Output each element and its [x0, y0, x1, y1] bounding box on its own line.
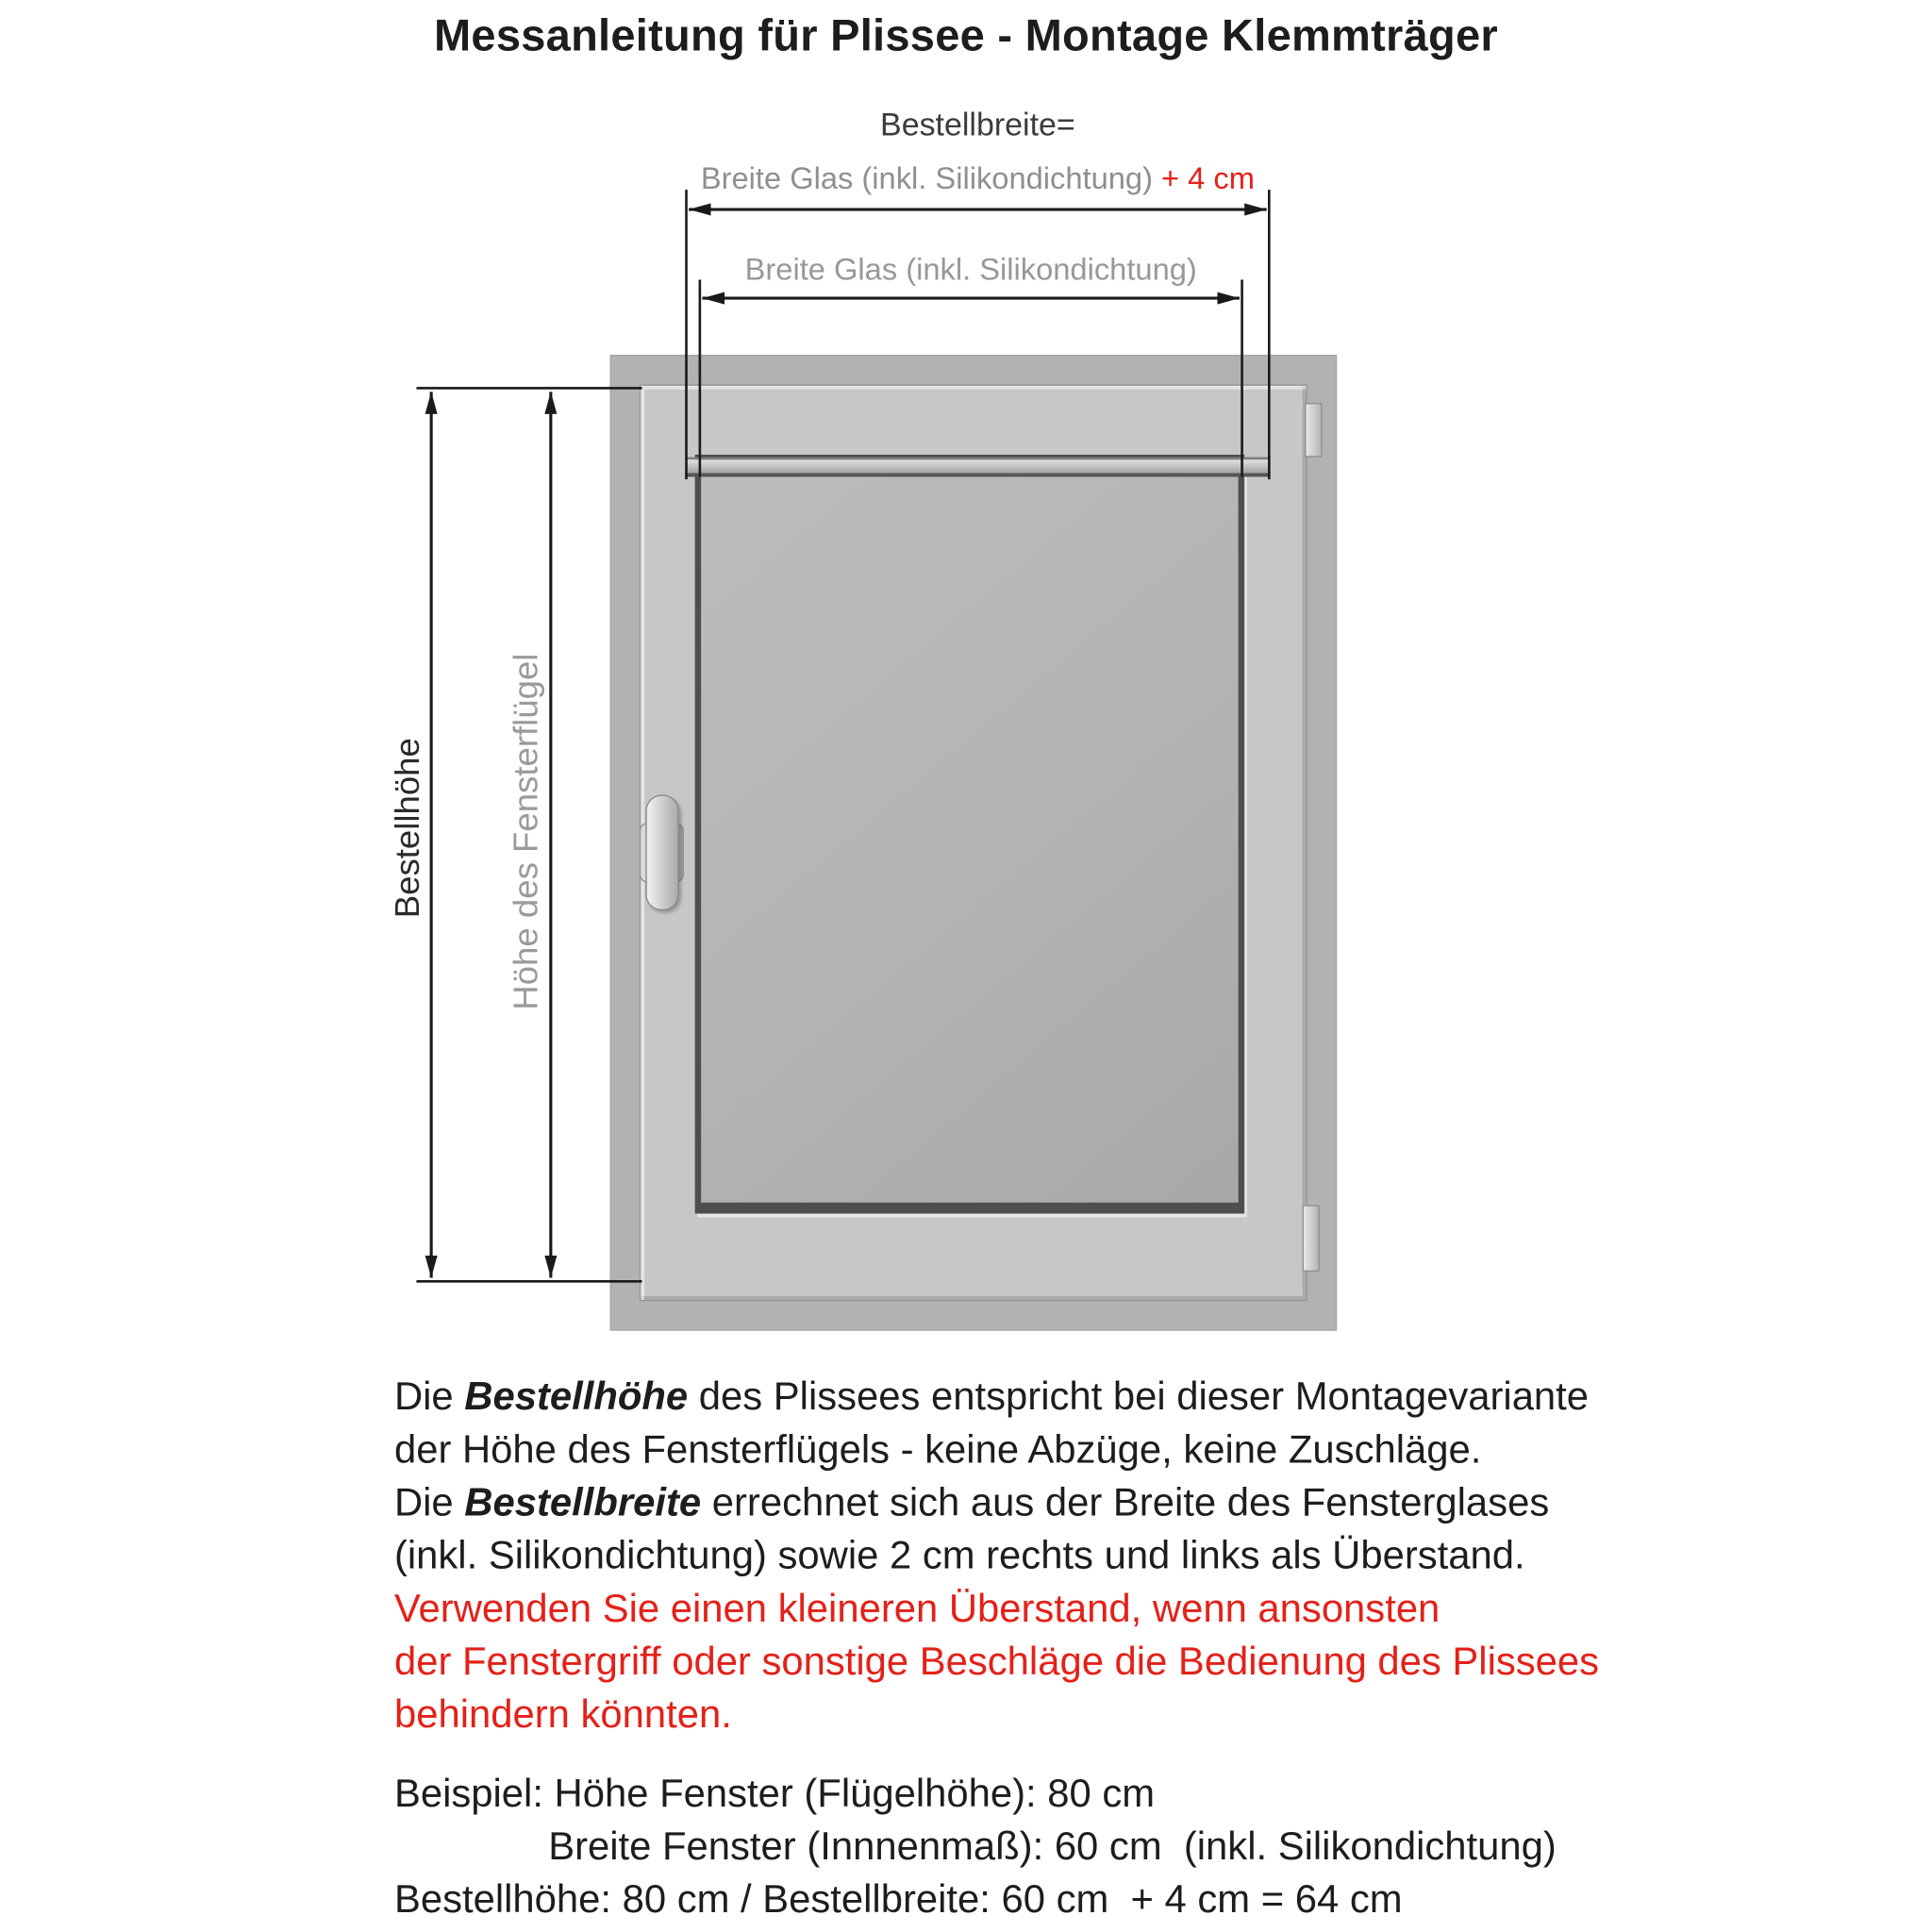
- example-line-2: Breite Fenster (Innnenmaß): 60 cm (inkl. Silikondichtung): [548, 1824, 1557, 1869]
- example-line-1: Beispiel: Höhe Fenster (Flügelhöhe): 80 cm: [393, 1770, 1156, 1815]
- page-title: Messanleitung für Plissee - Montage Klemmträger: [433, 9, 1498, 60]
- plissee-top-rail: [685, 458, 1270, 477]
- label-bestellbreite: Bestellbreite=: [880, 106, 1075, 143]
- window-hinge-top-icon: [1305, 403, 1322, 457]
- label-bestellhoehe: Bestellhöhe: [388, 738, 426, 919]
- body-line-3: [394, 1476, 1923, 1529]
- body-line-4: (inkl. Silikondichtung) sowie 2 cm rechts und links als Überstand.: [393, 1532, 1525, 1577]
- warning-line-2: der Fenstergriff oder sonstige Beschläge die Bedienung des Plissees: [393, 1639, 1600, 1684]
- window-handle-icon: [645, 794, 678, 910]
- body-line-1: [394, 1370, 1923, 1423]
- label-hoehe-fensterfluegel: Höhe des Fensterflügel: [506, 653, 545, 1010]
- text-segment: Die: [393, 1374, 465, 1419]
- text-segment: des Plissees entspricht bei dieser Montagevariante: [688, 1374, 1590, 1419]
- body-line-2: der Höhe des Fensterflügels - keine Abzüge, keine Zuschläge.: [393, 1426, 1482, 1472]
- warning-line-1: Verwenden Sie einen kleineren Überstand, wenn ansonsten: [393, 1585, 1441, 1630]
- example-block: [394, 1767, 1923, 1925]
- text-segment: Die: [393, 1479, 465, 1524]
- term-bestellbreite: Bestellbreite: [464, 1479, 702, 1524]
- window-glass: [695, 455, 1245, 1214]
- warning-line-3: behindern könnten.: [393, 1691, 732, 1737]
- example-line-3: Bestellhöhe: 80 cm / Bestellbreite: 60 cm + 4 cm = 64 cm: [393, 1876, 1403, 1922]
- description-text: [394, 1370, 1923, 1925]
- label-plus-4cm: + 4 cm: [1161, 161, 1255, 196]
- window-hinge-bottom-icon: [1303, 1205, 1320, 1272]
- label-glass-width: Breite Glas (inkl. Silikondichtung): [744, 252, 1197, 288]
- label-glass-width-plus-text: Breite Glas (inkl. Silikondichtung): [700, 161, 1162, 196]
- term-bestellhoehe: Bestellhöhe: [464, 1374, 689, 1419]
- label-glass-width-plus: [616, 161, 1340, 197]
- text-segment: errechnet sich aus der Breite des Fensterglases: [701, 1479, 1550, 1524]
